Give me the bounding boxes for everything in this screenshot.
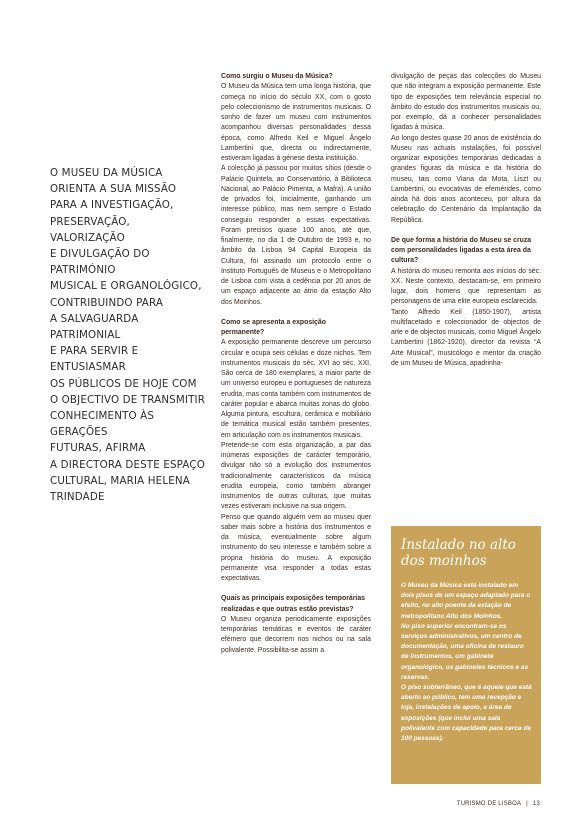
- question-heading: Quais as principais exposições temporárias realizadas e que outras estão previstas?: [221, 595, 366, 613]
- sidebar-box: [391, 526, 541, 784]
- answer-paragraph: A história do museu remonta aos inícios do séc. XX. Neste contexto, destacam-se, em primeiro lugar, dois homens que representam as personagens de uma elite europeia esclarecida.: [391, 267, 541, 306]
- question-heading: De que forma a história do Museu se cruza com personalidades ligadas a esta área da cultura?: [391, 236, 532, 265]
- intro-line: O OBJECTIVO DE TRANSMITIR: [50, 393, 206, 406]
- answer-paragraph: A exposição permanente descreve um percurso circular e ocupa seis células e doze nichos. Tem instrumentos musicais do séc. XVI ao séc. XXI. São cerca de 180 exemplares, a maior parte de um universo europeu e portugueses de natureza erudita, mas conta também com instrumentos de caráter popular e abarca muitas zonas do globo. Alguma pintura, escultura, cerâmica e mobiliário de temática musical estão também presentes, em articulação com os instrumentos musicais.: [221, 339, 371, 439]
- answer-paragraph: Penso que quando alguém vem ao museu quer saber mais sobre a história dos instrumentos e da música, eventualmente sobre algum instrumento do seu interesse e também sobre a própria história do museu. A exposição permanente visa responder a todas estas expectativas.: [221, 513, 371, 582]
- intro-line: A DIRECTORA DESTE ESPAÇO: [50, 458, 205, 471]
- article-column-2: [391, 72, 541, 369]
- intro-line: PRESERVAÇÃO, VALORIZAÇÃO: [50, 215, 130, 244]
- answer-paragraph: Pretende-se com esta organização, a par das inúmeras exposições de carácter temporário, divulgar não só a evolução dos instrumentos tradicionalmente característicos da música erudita europeia, como também abranger instrumentos de outras culturas, que muitas vezes estiveram inclusive na sua origem.: [221, 441, 371, 511]
- intro-line: CONTRIBUINDO PARA: [50, 296, 164, 309]
- page-number: 13: [532, 801, 540, 807]
- intro-line: E PARA SERVIR E ENTUSIASMAR: [50, 345, 139, 374]
- intro-line: A SALVAGUARDA PATRIMONIAL: [50, 312, 139, 342]
- sidebar-title: Instalado no alto dos moinhos: [401, 537, 516, 569]
- intro-line: CONHECIMENTO ÀS GERAÇÕES: [50, 410, 155, 439]
- answer-paragraph: Ao longo destes quase 20 anos de existência do Museu nas actuais instalações, foi possível organizar exposições temporárias dedicadas a grandes figuras da música e da história do museu, tais como Viana da Mota, Liszt ou Lambertini, ou evocativas de efemérides, como ainda há dois anos aconteceu, por altura da celebração do Centenário da Implantação da República.: [391, 134, 541, 224]
- intro-line: MUSICAL E ORGANOLÓGICO,: [50, 280, 202, 293]
- intro-line: CULTURAL, MARIA HELENA: [50, 474, 190, 487]
- sidebar-paragraph: O piso subterrâneo, que é aquele que está aberto ao público, tem uma recepção e loja, instalações de apoio, e área de exposições (que inclui uma sala polivalente com capacidade para cerca de 100 pessoas).: [401, 684, 532, 743]
- sidebar-paragraph: O Museu da Música está instalado em dois pisos de um espaço adaptado para o efeito, no alto poente da estação de metropolitano Alto dos Moinhos.: [401, 582, 531, 620]
- answer-paragraph: A colecção já passou por muitos sítios (desde o Palácio Quintela, ao Conservatório, à Biblioteca Nacional, ao Palácio Pimenta, a Mafra). A união de privados foi, inicialmente, ganhando um interesse público, mas nem sempre o Estado conseguiu responder a essas expectativas. Foram precisos quase 100 anos, até que, finalmente, no dia 1 de Outubro de 1993 e, no âmbito da Lisboa 94 Capital Europeia da Cultura, foi assinado um protocolo entre o Instituto Português de Museus e o Metropolitano de Lisboa com vista à cedência por 20 anos de um espaço adjacente ao átrio da estação Alto dos Moinhos.: [221, 165, 371, 306]
- intro-line: FUTURAS, AFIRMA: [50, 442, 146, 455]
- intro-quote: [50, 165, 208, 505]
- answer-paragraph: O Museu organiza periodicamente exposições temporárias temáticas e eventos de caráter efémero que decorrem nos nichos ou na sala polivalente. Possibilita-se assim a: [221, 615, 371, 654]
- article-column-1: [221, 72, 371, 656]
- intro-line: O MUSEU DA MÚSICA: [50, 167, 163, 179]
- answer-paragraph: divulgação de peças das colecções do Museu que não integram a exposição permanente. Este tipo de exposições tem relevância especial no âmbito do estudo dos instrumentos musicais ou, por exemplo, dá a conhecer personalidades ligadas à música.: [391, 73, 541, 132]
- intro-line: PARA A INVESTIGAÇÃO,: [50, 199, 174, 212]
- question-heading: Como se apresenta a exposição permanente?: [221, 318, 326, 336]
- footer-separator: |: [526, 801, 528, 807]
- intro-line: OS PÚBLICOS DE HOJE COM: [50, 377, 197, 390]
- answer-paragraph: Tanto Alfredo Keil (1850-1907), artista multifacetado e coleccionador de objectos de arte e de objectos musicais, como Miguel Ângelo Lambertini (1862-1920), director da revista “A Arte Musical”, musicólogo e mentor da criação de um Museu de Música, apadrinha-: [391, 308, 541, 367]
- sidebar-paragraph: No piso superior encontram-se os serviços administrativos, um centro de documentação, uma oficina de restauro de instrumentos, um gabinete organológico, os gabinetes técnicos e as reservas.: [401, 622, 529, 681]
- question-heading: Como surgiu o Museu da Música?: [221, 73, 333, 80]
- intro-line: ORIENTA A SUA MISSÃO: [50, 183, 177, 196]
- intro-line: E DIVULGAÇÃO DO PATRIMÓNIO: [50, 248, 150, 277]
- publication-name: TURISMO DE LISBOA: [456, 801, 522, 807]
- page-footer: [457, 801, 540, 807]
- answer-paragraph: O Museu da Música tem uma longa história, que começa no início do século XX, com o gosto pelo coleccionismo de instrumentos musicais. O sonho de fazer um museu com instrumentos acompanhou diversas personalidades dessa época, como Alfredo Keil e Miguel Ângelo Lambertini que, directa ou indirectamente, estiveram ligadas à génese desta instituição.: [221, 83, 371, 162]
- intro-line: TRINDADE: [50, 491, 105, 504]
